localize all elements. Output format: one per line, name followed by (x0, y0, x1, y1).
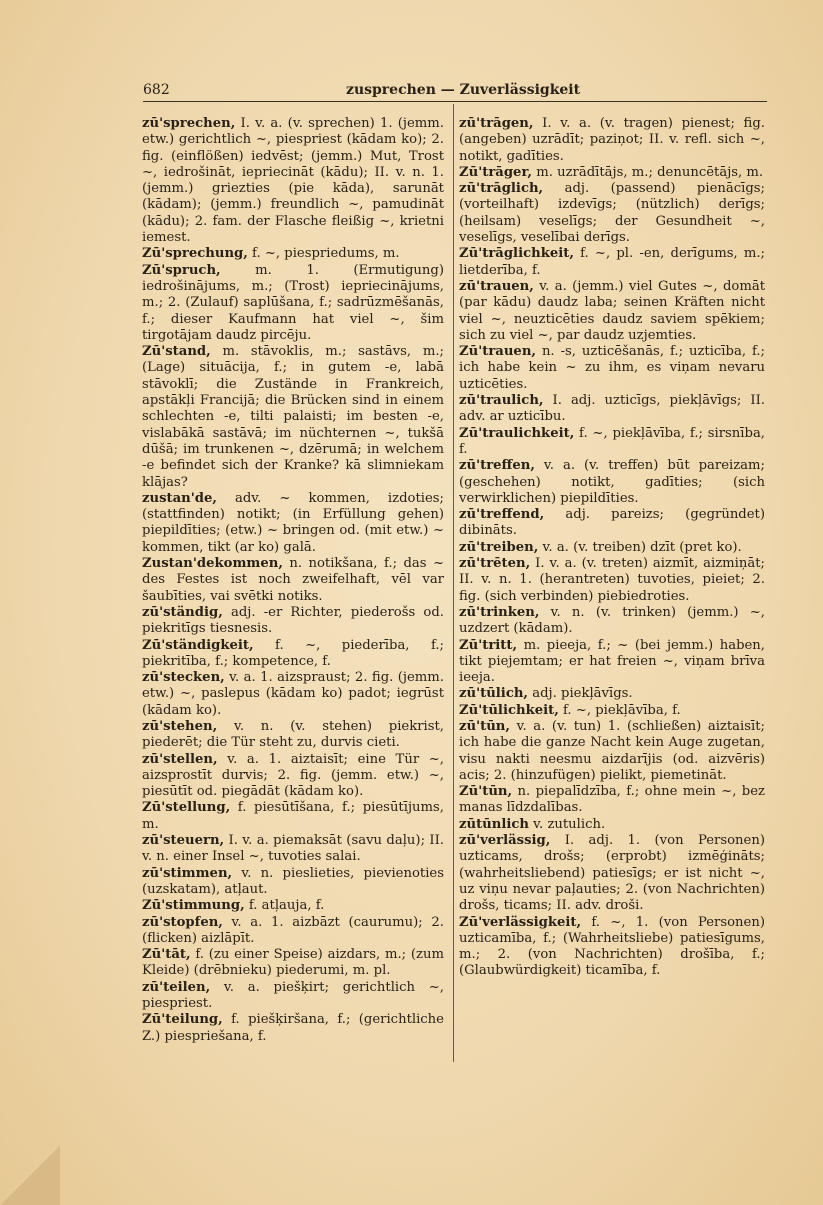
dictionary-entry (459, 279, 765, 344)
dictionary-entry (142, 491, 444, 556)
entry-definition: f. ~, piespriedums, m. (247, 246, 400, 262)
dictionary-entry (459, 817, 765, 833)
entry-definition: v. a. (v. treffen) būt pareizam; (geschehen) notikt, gadīties; (sich verwirklichen) piepildīties. (459, 458, 765, 506)
dictionary-entry (459, 605, 765, 638)
entry-headword: Zū'tūlichkeit, (459, 702, 559, 718)
entry-headword: Zū'tūn, (459, 784, 513, 800)
entry-headword: zustan'de, (142, 490, 217, 506)
entry-headword: zū'trāglich, (459, 181, 544, 197)
entry-definition: m. stāvoklis, m.; sastāvs, m.; (Lage) situācija, f.; in gutem -e, labā stāvoklī; die Zustände in Frankreich, apstākļi Francijā; die Brücken sind in einem schlechten -e, tilti palaisti; im besten -e, vislabākā sastāvā; im nüchternen ~, tukšā dūšā; im trunkenen ~, dzērumā; in welchem -e befindet sich der Kranke? kā slimniekam klājas? (142, 344, 444, 490)
entry-headword: zū'traulich, (459, 393, 544, 409)
entry-headword: Zustan'dekommen, (142, 556, 283, 572)
entry-headword: Zū'trauen, (459, 344, 536, 360)
entry-definition: adj. (passend) pienācīgs; (vorteilhaft) izdevīgs; (nützlich) derīgs; (heilsam) veselīgs; der Gesundheit ~, veselīgs, veselībai derīgs. (459, 181, 765, 246)
entry-headword: zū'teilen, (142, 979, 211, 995)
entry-definition: I. v. a. (v. treten) aizmīt, aizmiņāt; II. v. n. 1. (herantreten) tuvoties, pieiet; 2. fig. (sich verbinden) piebiedroties. (459, 556, 765, 604)
entry-definition: f. ~, 1. (von Personen) uzticamība, f.; (Wahrheitsliebe) patiesīgums, m.; 2. (von Nachrichten) drošība, f.; (Glaubwürdigkeit) ticamība, f. (459, 914, 765, 979)
torn-corner (0, 1145, 60, 1205)
dictionary-entry (142, 670, 444, 719)
entry-headword: Zū'trāglichkeit, (459, 246, 574, 262)
entry-definition: v. a. (v. tun) 1. (schließen) aiztaisīt; ich habe die ganze Nacht kein Auge zugetan, visu nakti neesmu aizdarījis (od. aizvēris) acis; 2. (hinzufügen) pielikt, piemetināt. (459, 718, 765, 783)
dictionary-entry (459, 426, 765, 459)
left-column (142, 116, 444, 1045)
entry-definition: m. pieeja, f.; ~ (bei jemm.) haben, tikt piejemtam; er hat freien ~, viņam brīva ieeja. (459, 637, 765, 686)
entry-definition: m. uzrādītājs, m.; denuncētājs, m. (532, 164, 764, 180)
entry-definition: f. atļauja, f. (244, 898, 325, 914)
entry-definition: v. n. (v. stehen) piekrist, piederēt; die Tür steht zu, durvis cieti. (142, 718, 444, 751)
entry-headword: zū'trāgen, (459, 116, 534, 131)
entry-headword: Zū'trāger, (459, 164, 533, 180)
entry-headword: zū'stopfen, (142, 914, 223, 930)
entry-definition: f. ~, pl. -en, derīgums, m.; lietderība, f. (459, 246, 765, 278)
dictionary-entry (459, 507, 765, 540)
entry-headword: zū'ständig, (142, 604, 223, 620)
header-rule (143, 101, 767, 102)
dictionary-entry (459, 638, 765, 687)
entry-headword: zū'treffend, (459, 507, 545, 523)
entry-headword: zūtūnlich (459, 816, 529, 832)
entry-headword: Zū'ständigkeit, (142, 637, 254, 653)
entry-headword: zū'tūn, (459, 718, 510, 734)
entry-headword: Zū'tāt, (142, 947, 191, 963)
entry-definition: v. a. (v. treiben) dzīt (pret ko). (538, 539, 742, 555)
dictionary-entry (142, 915, 444, 948)
entry-headword: Zū'spruch, (142, 262, 221, 278)
entry-headword: zū'treffen, (459, 458, 535, 474)
entry-definition: f. piešķiršana, f.; (gerichtliche Z.) piespriešana, f. (142, 1012, 444, 1044)
page-number: 682 (143, 82, 170, 98)
dictionary-entry (142, 344, 444, 491)
dictionary-entry (142, 1012, 444, 1045)
dictionary-entry (142, 800, 444, 833)
entry-headword: zū'tūlich, (459, 686, 529, 702)
dictionary-entry (142, 833, 444, 866)
entry-headword: zū'treiben, (459, 539, 539, 555)
entry-definition: n. piepalīdzība, f.; ohne mein ~, bez manas līdzdalības. (459, 784, 765, 816)
dictionary-entry (459, 784, 765, 817)
entry-definition: I. v. a. piemaksāt (savu daļu); II. v. n. einer Insel ~, tuvoties salai. (142, 833, 444, 865)
entry-headword: Zū'sprechung, (142, 246, 248, 262)
entry-definition: v. n. (v. trinken) (jemm.) ~, uzdzert (kādam). (459, 604, 765, 637)
entry-definition: v. a. 1. aiztaisīt; eine Tür ~, aizsprostīt durvis; 2. fig. (jemm. etw.) ~, piesūtīt od. piegādāt (kādam ko). (142, 751, 444, 800)
dictionary-entry (142, 638, 444, 671)
entry-headword: Zū'tritt, (459, 637, 518, 653)
dictionary-entry (142, 980, 444, 1013)
dictionary-entry (459, 165, 765, 181)
dictionary-entry (459, 833, 765, 914)
column-divider (453, 104, 454, 1062)
entry-headword: Zū'traulichkeit, (459, 425, 575, 441)
running-head: zusprechen — Zuverlässigkeit (346, 82, 581, 98)
dictionary-entry (142, 116, 444, 246)
dictionary-entry (459, 915, 765, 980)
entry-definition: adv. ~ kommen, izdoties; (stattfinden) notikt; (in Erfüllung gehen) piepildīties; (etw.) ~ bringen od. (mit etw.) ~ kommen, tikt (ar ko) galā. (142, 490, 444, 555)
entry-definition: f. ~, piederība, f.; piekritība, f.; kompetence, f. (142, 637, 444, 669)
entry-definition: adj. piekļāvīgs. (528, 686, 633, 702)
entry-headword: zū'trinken, (459, 604, 540, 620)
right-column (459, 116, 765, 980)
entry-definition: I. v. a. (v. sprechen) 1. (jemm. etw.) gerichtlich ~, piespriest (kādam ko); 2. fig. (einflößen) iedvēst; (jemm.) Mut, Trost ~, iedrošināt, iepriecināt (kādu); II. v. n. 1. (jemm.) griezties (pie kāda), sarunāt (kādam); (jemm.) freundlich ~, pamudināt (kādu); 2. fam. der Flasche fleißig ~, krietni iemest. (142, 116, 444, 246)
dictionary-entry (142, 556, 444, 605)
dictionary-entry (459, 246, 765, 279)
entry-definition: n. notikšana, f.; das ~ des Festes ist noch zweifelhaft, vēl var šaubīties, vai svētki notiks. (142, 556, 444, 604)
entry-definition: v. n. pieslieties, pievienoties (uzskatam), atļaut. (142, 865, 444, 897)
entry-definition: I. adj. uzticīgs, piekļāvīgs; II. adv. ar uzticību. (459, 393, 765, 425)
dictionary-entry (459, 181, 765, 246)
entry-definition: n. -s, uzticēšanās, f.; uzticība, f.; ich habe kein ~ zu ihm, es viņam nevaru uzticēties. (459, 344, 765, 392)
page-header (143, 80, 765, 102)
entry-headword: zū'verlässig, (459, 833, 551, 849)
entry-definition: f. ~, piekļāvība, f. (558, 702, 681, 718)
dictionary-entry (459, 458, 765, 507)
dictionary-entry (459, 393, 765, 426)
dictionary-entry (459, 719, 765, 784)
entry-definition: v. zutulich. (528, 816, 606, 832)
entry-definition: v. a. (jemm.) viel Gutes ~, domāt (par kādu) daudz laba; seinen Kräften nicht viel ~, neuzticēties daudz saviem spēkiem; sich zu viel ~, par daudz uzjemties. (459, 278, 765, 343)
dictionary-entry (459, 344, 765, 393)
entry-headword: zū'stimmen, (142, 865, 233, 881)
entry-headword: Zū'stand, (142, 344, 211, 360)
entry-definition: adj. -er Richter, piederošs od. piekritīgs tiesnesis. (142, 604, 444, 637)
dictionary-entry (459, 556, 765, 605)
entry-definition: v. a. 1. aizbāzt (caurumu); 2. (flicken) aizlāpīt. (142, 914, 444, 946)
entry-definition: adj. pareizs; (gegründet) dibināts. (459, 507, 765, 539)
dictionary-entry (142, 246, 444, 262)
entry-headword: zū'steuern, (142, 833, 225, 849)
entry-definition: f. piesūtīšana, f.; piesūtījums, m. (142, 800, 444, 832)
entry-definition: v. a. 1. aizspraust; 2. fig. (jemm. etw.) ~, paslepus (kādam ko) padot; iegrūst (kādam ko). (142, 670, 444, 718)
entry-definition: v. a. piešķirt; gerichtlich ~, piespriest. (142, 979, 444, 1012)
entry-headword: zū'trēten, (459, 556, 531, 572)
entry-definition: m. 1. (Ermutigung) iedrošinājums, m.; (Trost) iepriecinājums, m.; 2. (Zulauf) saplūšana, f.; sadrūzmēšanās, f.; dieser Kaufmann hat viel ~, šim tirgotājam daudz pircēju. (142, 262, 444, 343)
dictionary-entry (142, 719, 444, 752)
entry-definition: f. (zu einer Speise) aizdars, m.; (zum Kleide) (drēbnieku) piederumi, m. pl. (142, 947, 444, 979)
dictionary-entry (459, 703, 765, 719)
dictionary-entry (142, 263, 444, 344)
entry-headword: Zū'verlässigkeit, (459, 914, 582, 930)
entry-headword: zū'sprechen, (142, 116, 236, 131)
entry-definition: I. v. a. (v. tragen) pienest; fig. (angeben) uzrādīt; paziņot; II. v. refl. sich ~, notikt, gadīties. (459, 116, 765, 164)
dictionary-entry (142, 947, 444, 980)
entry-headword: Zū'teilung, (142, 1012, 223, 1028)
dictionary-entry (142, 866, 444, 899)
dictionary-entry (142, 605, 444, 638)
entry-headword: zū'stehen, (142, 718, 218, 734)
dictionary-entry (142, 898, 444, 914)
entry-headword: zū'stellen, (142, 751, 218, 767)
entry-headword: Zū'stellung, (142, 800, 231, 816)
entry-headword: zū'trauen, (459, 278, 534, 294)
dictionary-entry (459, 540, 765, 556)
entry-definition: f. ~, piekļāvība, f.; sirsnība, f. (459, 425, 765, 457)
entry-headword: zū'stecken, (142, 670, 225, 686)
dictionary-entry (142, 752, 444, 801)
dictionary-entry (459, 686, 765, 702)
entry-definition: I. adj. 1. (von Personen) uzticams, drošs; (erprobt) izmēģināts; (wahrheitsliebend) patiesīgs; er ist nicht ~, uz viņu nevar paļauties; 2. (von Nachrichten) drošs, ticams; II. adv. droši. (459, 833, 765, 914)
dictionary-entry (459, 116, 765, 165)
entry-headword: Zū'stimmung, (142, 898, 245, 914)
